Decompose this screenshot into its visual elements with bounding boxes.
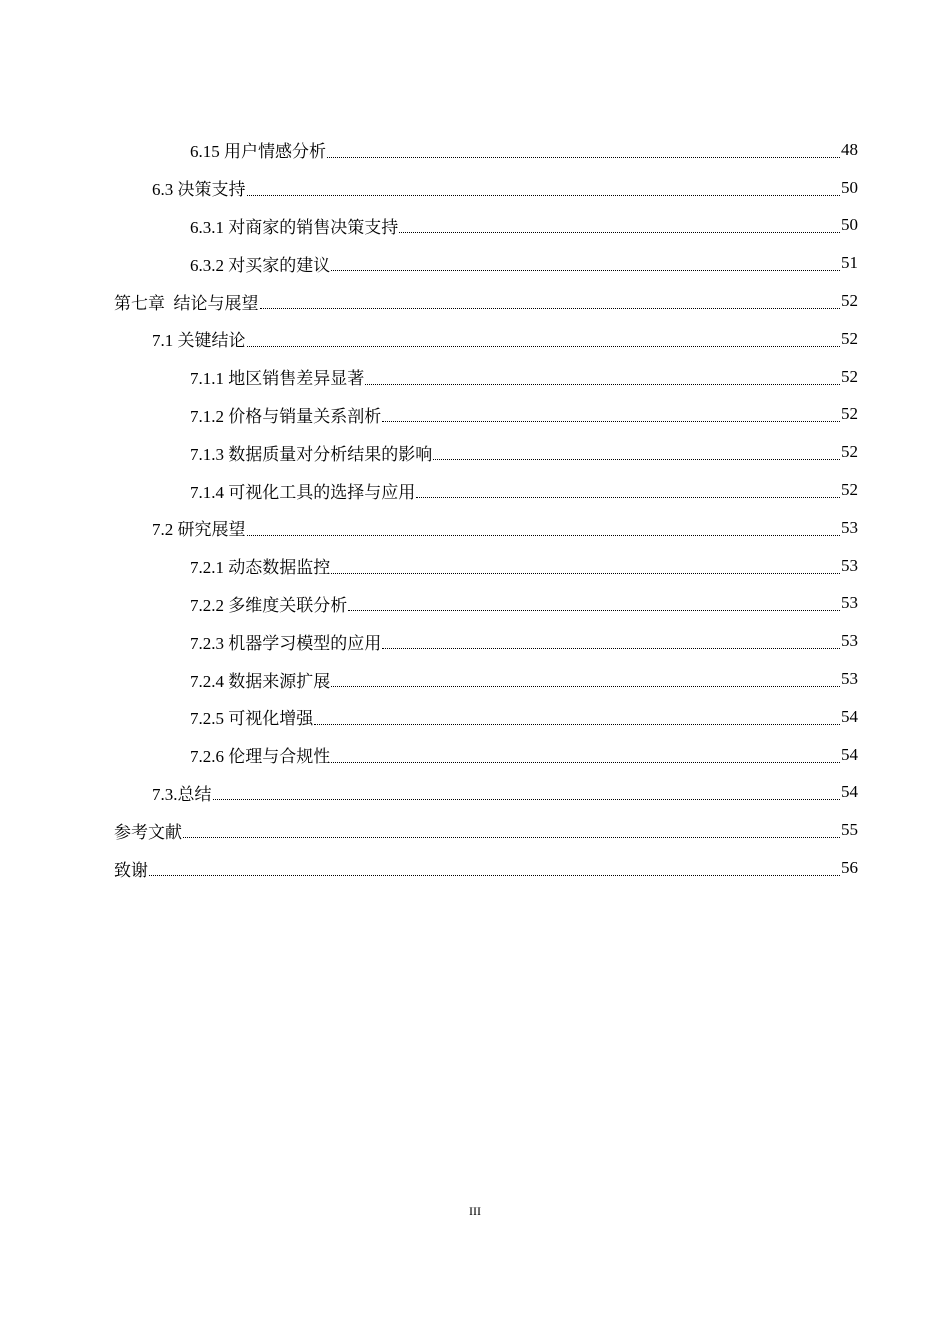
- toc-entry[interactable]: [0, 736, 950, 774]
- toc-entry[interactable]: [0, 811, 950, 849]
- toc-entry-title: 7.1 关键结论: [152, 331, 246, 351]
- toc-entry-page: 52: [841, 442, 858, 462]
- toc-dot-leader: [183, 820, 840, 838]
- toc-entry-title: 6.15 用户情感分析: [190, 142, 326, 162]
- toc-entry-title: 7.2 研究展望: [152, 520, 246, 540]
- toc-entry-title: 7.3.总结: [152, 784, 212, 804]
- toc-entry[interactable]: [0, 849, 950, 887]
- toc-entry-title: 7.2.4 数据来源扩展: [190, 671, 331, 691]
- toc-entry-page: 52: [841, 328, 858, 348]
- toc-dot-leader: [247, 178, 841, 196]
- toc-entry[interactable]: [0, 622, 950, 660]
- toc-entry-title: 7.1.2 价格与销量关系剖析: [190, 406, 382, 426]
- toc-dot-leader: [382, 631, 840, 649]
- page-number: III: [469, 1204, 481, 1218]
- toc-entry-title: 第七章 结论与展望: [114, 293, 259, 313]
- toc-entry[interactable]: [0, 774, 950, 812]
- toc-entry-title: 致谢: [114, 860, 148, 880]
- toc-entry-page: 53: [841, 517, 858, 537]
- toc-entry[interactable]: [0, 282, 950, 320]
- toc-dot-leader: [327, 140, 840, 158]
- toc-entry-title: 6.3.2 对买家的建议: [190, 255, 331, 275]
- toc-entry[interactable]: [0, 207, 950, 245]
- toc-entry[interactable]: [0, 471, 950, 509]
- toc-entry-title: 7.1.1 地区销售差异显著: [190, 369, 365, 389]
- toc-entry-title: 参考文献: [114, 822, 182, 842]
- toc-dot-leader: [382, 404, 840, 422]
- toc-dot-leader: [149, 858, 840, 876]
- toc-entry-title: 6.3.1 对商家的销售决策支持: [190, 217, 399, 237]
- toc-entry[interactable]: [0, 244, 950, 282]
- toc-dot-leader: [348, 593, 840, 611]
- table-of-contents: [0, 131, 950, 887]
- toc-entry-page: 51: [841, 253, 858, 273]
- toc-dot-leader: [314, 707, 840, 725]
- toc-entry-page: 54: [841, 744, 858, 764]
- toc-entry-page: 52: [841, 291, 858, 311]
- toc-entry-page: 54: [841, 782, 858, 802]
- toc-entry-title: 7.2.3 机器学习模型的应用: [190, 633, 382, 653]
- toc-entry-page: 53: [841, 593, 858, 613]
- toc-entry[interactable]: [0, 169, 950, 207]
- toc-entry-title: 7.2.6 伦理与合规性: [190, 747, 331, 767]
- toc-dot-leader: [399, 215, 840, 233]
- toc-entry-title: 7.1.3 数据质量对分析结果的影响: [190, 444, 433, 464]
- toc-dot-leader: [331, 253, 840, 271]
- toc-dot-leader: [416, 480, 840, 498]
- toc-entry[interactable]: [0, 660, 950, 698]
- toc-entry[interactable]: [0, 698, 950, 736]
- toc-entry-page: 48: [841, 139, 858, 159]
- toc-entry[interactable]: [0, 509, 950, 547]
- toc-entry-title: 7.1.4 可视化工具的选择与应用: [190, 482, 416, 502]
- toc-entry[interactable]: [0, 358, 950, 396]
- toc-entry-title: 6.3 决策支持: [152, 180, 246, 200]
- toc-dot-leader: [213, 782, 841, 800]
- toc-entry-page: 52: [841, 366, 858, 386]
- toc-entry-page: 52: [841, 480, 858, 500]
- toc-dot-leader: [433, 442, 840, 460]
- toc-entry-title: 7.2.2 多维度关联分析: [190, 595, 348, 615]
- toc-dot-leader: [260, 291, 841, 309]
- toc-entry[interactable]: [0, 433, 950, 471]
- toc-dot-leader: [331, 669, 840, 687]
- toc-dot-leader: [365, 367, 840, 385]
- toc-entry[interactable]: [0, 547, 950, 585]
- toc-entry-page: 50: [841, 177, 858, 197]
- toc-entry-page: 52: [841, 404, 858, 424]
- toc-entry-title: 7.2.5 可视化增强: [190, 709, 314, 729]
- toc-entry[interactable]: [0, 585, 950, 623]
- toc-dot-leader: [331, 745, 840, 763]
- toc-entry[interactable]: [0, 131, 950, 169]
- toc-entry-page: 53: [841, 669, 858, 689]
- toc-dot-leader: [247, 329, 841, 347]
- toc-entry[interactable]: [0, 396, 950, 434]
- toc-entry-page: 50: [841, 215, 858, 235]
- toc-dot-leader: [247, 518, 841, 536]
- toc-entry-title: 7.2.1 动态数据监控: [190, 558, 331, 578]
- toc-entry-page: 56: [841, 858, 858, 878]
- toc-entry-page: 55: [841, 820, 858, 840]
- toc-entry[interactable]: [0, 320, 950, 358]
- toc-dot-leader: [331, 556, 840, 574]
- toc-entry-page: 53: [841, 631, 858, 651]
- toc-entry-page: 53: [841, 555, 858, 575]
- toc-entry-page: 54: [841, 706, 858, 726]
